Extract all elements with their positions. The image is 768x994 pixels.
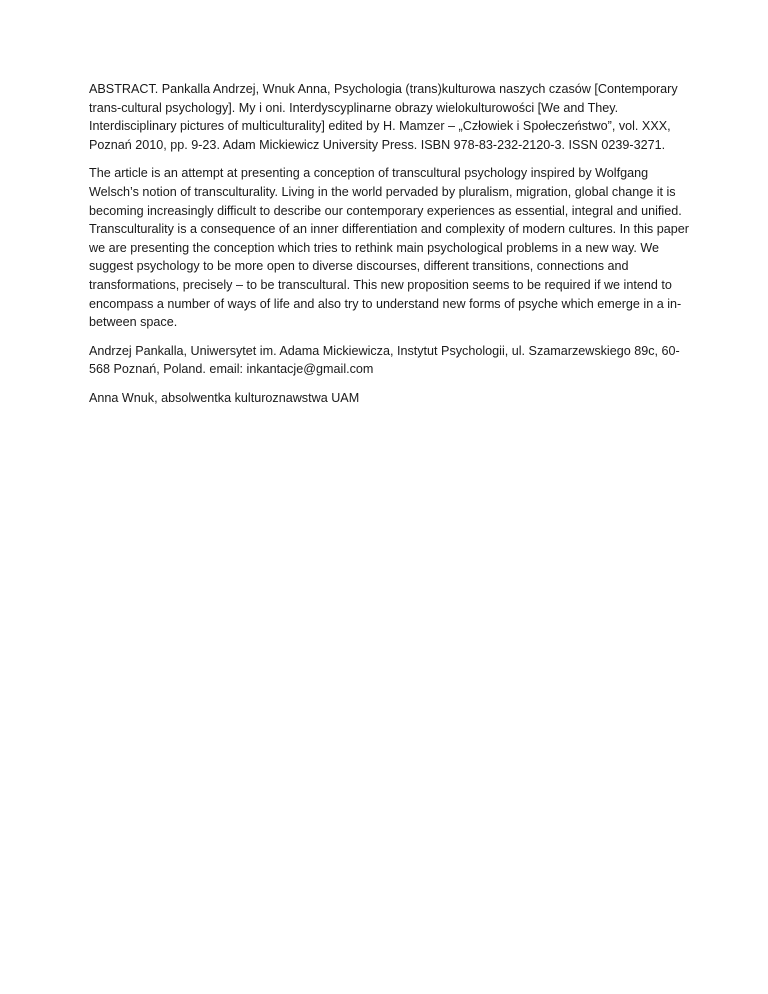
abstract-citation: ABSTRACT. Pankalla Andrzej, Wnuk Anna, Psychologia (trans)kulturowa naszych czasów [Contemporary trans-cultural psychology]. My i oni. Interdyscyplinarne obrazy wielokulturowości [We and They. Interdisciplinary pictures of multiculturality] edited by H. Mamzer – „Człowiek i Społeczeństwo”, vol. XXX, Poznań 2010, pp. 9-23. Adam Mickiewicz University Press. ISBN 978-83-232-2120-3. ISSN 0239-3271. (89, 82, 678, 152)
abstract-body: The article is an attempt at presenting a conception of transcultural psychology inspired by Wolfgang Welsch’s notion of transculturality. Living in the world pervaded by pluralism, migration, global change it is becoming increasingly difficult to describe our contemporary experiences as essential, integral and unified. Transculturality is a consequence of an inner differentiation and complexity of modern cultures. In this paper we are presenting the conception which tries to rethink main psychological problems in a new way. We suggest psychology to be more open to diverse discourses, different transitions, connections and transformations, precisely – to be transcultural. This new proposition seems to be required if we intend to encompass a number of ways of life and also try to understand new forms of psyche which emerge in a in-between space. (89, 166, 689, 330)
author-1-affiliation: Andrzej Pankalla, Uniwersytet im. Adama Mickiewicza, Instytut Psychologii, ul. Szamarzewskiego 89c, 60-568 Poznań, Poland. email: inkantacje@gmail.com (89, 343, 680, 377)
author-2-affiliation: Anna Wnuk, absolwentka kulturoznawstwa UAM (89, 390, 360, 405)
document-body (89, 80, 689, 418)
